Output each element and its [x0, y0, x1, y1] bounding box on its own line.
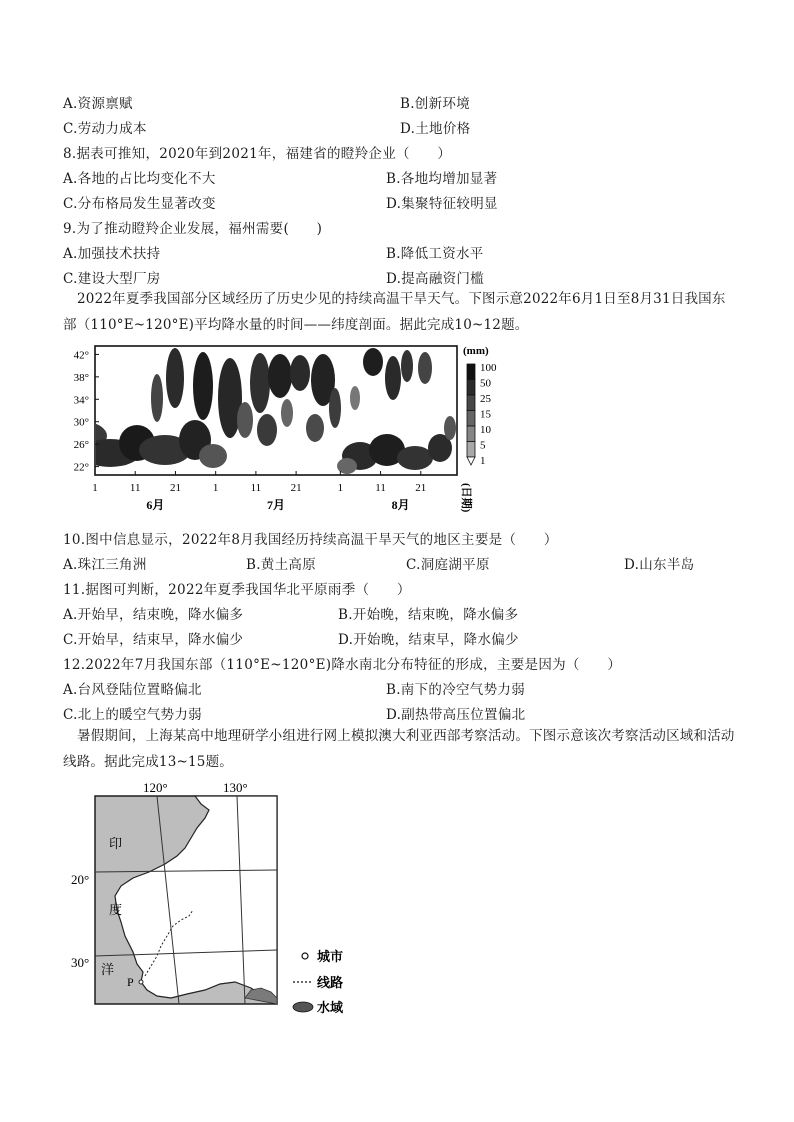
legend-city-icon: [302, 953, 308, 959]
legend-level-label: 100: [480, 362, 497, 374]
intro-paragraph-1: 2022年夏季我国部分区域经历了历史少见的持续高温干旱天气。下图示意2022年6月1日至8月31日我国东部（110°E~120°E)平均降水量的时间——纬度剖面。据此完成10~12题。: [63, 291, 726, 333]
lat-tick-label: 38°: [73, 371, 89, 384]
date-tick-label: 11: [375, 482, 386, 494]
q10-option-c: C.洞庭湖平原: [406, 557, 490, 573]
legend-level-label: 10: [480, 424, 491, 436]
legend-level-label: 50: [480, 377, 491, 390]
q8-option-b: B.各地均增加显著: [386, 171, 498, 187]
q12-option-c: C.北上的暖空气势力弱: [63, 707, 202, 723]
legend-route-label: 线路: [317, 975, 344, 990]
city-p-marker: [139, 980, 143, 984]
ocean-char-du: 度: [109, 902, 123, 917]
legend-swatch: [467, 411, 475, 427]
western-australia-map: [71, 776, 385, 1016]
legend-city-label: 城市: [317, 949, 344, 964]
q10-option-b: B.黄土高原: [246, 557, 317, 573]
date-axis-label: (日期): [460, 483, 472, 513]
map-lon-label-130: 130°: [223, 780, 248, 795]
q9-option-c: C.建设大型厂房: [63, 271, 161, 287]
legend-water-label: 水域: [317, 1000, 344, 1015]
q9-option-a: A.加强技术扶持: [63, 246, 161, 262]
q8-stem: 8.据表可推知，2020年到2021年，福建省的瞪羚企业（ ）: [63, 146, 452, 162]
lat-tick-label: 26°: [73, 439, 89, 452]
q7-option-a: A.资源禀赋: [63, 96, 133, 112]
q12-stem: 12.2022年7月我国东部（110°E~120°E)降水南北分布特征的形成，主要是因为（ ）: [63, 657, 622, 673]
legend-swatch: [467, 426, 475, 442]
lat-tick-label: 42°: [73, 349, 89, 362]
ocean-char-yang: 洋: [101, 962, 115, 977]
map-lat-label-30: 30°: [71, 955, 90, 970]
q8-option-d: D.集聚特征较明显: [386, 196, 498, 212]
date-tick-label: 21: [290, 482, 302, 494]
legend-swatch: [467, 442, 475, 458]
legend-level-label: 5: [480, 439, 486, 452]
date-tick-label: 1: [92, 482, 98, 494]
precipitation-chart: [55, 338, 505, 518]
intro-paragraph-2: 暑假期间，上海某高中地理研学小组进行网上模拟澳大利亚西部考察活动。下图示意该次考察活动区域和活动线路。据此完成13~15题。: [63, 728, 735, 770]
map-lon-label-120: 120°: [143, 780, 168, 795]
legend-swatch: [467, 364, 475, 380]
q11-option-b: B.开始晚，结束晚，降水偏多: [338, 607, 519, 623]
ocean-char-yin: 印: [109, 836, 123, 851]
q11-option-c: C.开始早，结束早，降水偏少: [63, 632, 244, 648]
legend-level-label: 15: [480, 408, 491, 421]
q7-option-d: D.土地价格: [400, 121, 471, 137]
date-tick-label: 1: [212, 482, 219, 494]
legend-swatch: [467, 380, 475, 396]
lat-tick-label: 30°: [73, 416, 89, 429]
date-tick-label: 11: [129, 482, 141, 494]
legend-level-label: 25: [480, 393, 491, 405]
date-tick-label: 21: [415, 482, 427, 494]
q12-option-a: A.台风登陆位置略偏北: [63, 682, 202, 698]
lat-tick-label: 34°: [73, 394, 89, 407]
legend-swatch: [467, 457, 475, 465]
month-label: 7月: [266, 498, 286, 512]
legend-water-icon: [293, 1002, 313, 1012]
q9-option-b: B.降低工资水平: [386, 246, 484, 262]
q9-stem: 9.为了推动瞪羚企业发展，福州需要( ): [63, 221, 323, 237]
date-tick-label: 1: [337, 482, 344, 494]
q7-option-c: C.劳动力成本: [63, 121, 147, 137]
q10-option-a: A.珠江三角洲: [63, 557, 147, 573]
q10-option-d: D.山东半岛: [624, 557, 695, 573]
q7-option-b: B.创新环境: [400, 96, 471, 112]
legend-unit: (mm): [463, 345, 489, 357]
q11-option-a: A.开始早，结束晚，降水偏多: [63, 607, 244, 623]
q11-stem: 11.据图可判断，2022年夏季我国华北平原雨季（ ）: [63, 582, 411, 598]
q8-option-a: A.各地的占比均变化不大: [63, 171, 216, 187]
lat-tick-label: 22°: [73, 461, 89, 474]
month-label: 6月: [146, 498, 165, 512]
legend-level-label: 1: [480, 455, 486, 467]
date-tick-label: 11: [250, 482, 262, 494]
q11-option-d: D.开始晚，结束早，降水偏少: [338, 632, 519, 648]
month-label: 8月: [391, 498, 410, 512]
precipitation-legend: [463, 345, 497, 467]
date-tick-label: 21: [169, 482, 181, 494]
q12-option-d: D.副热带高压位置偏北: [386, 707, 526, 723]
q8-option-c: C.分布格局发生显著改变: [63, 196, 216, 212]
city-p-label: P: [127, 975, 134, 989]
legend-swatch: [467, 395, 475, 411]
q10-stem: 10.图中信息显示，2022年8月我国经历持续高温干旱天气的地区主要是（ ）: [63, 532, 558, 548]
q9-option-d: D.提高融资门槛: [386, 271, 485, 287]
map-lat-label-20: 20°: [71, 872, 90, 887]
q12-option-b: B.南下的冷空气势力弱: [386, 682, 526, 698]
